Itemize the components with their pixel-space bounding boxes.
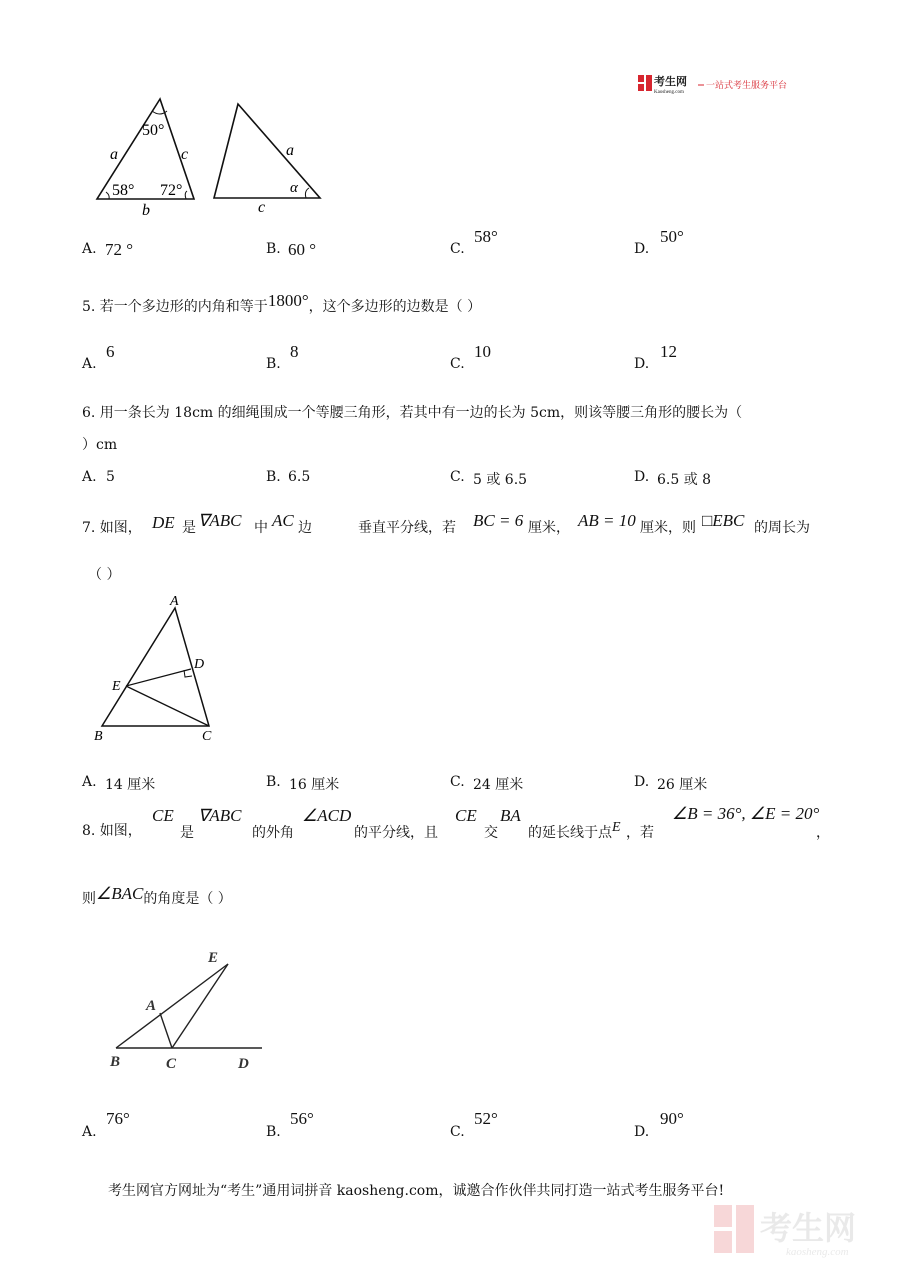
q5-option-b-value: 8 — [290, 342, 299, 361]
q8-option-c-label[interactable]: C. — [450, 1124, 465, 1140]
q8-m7: ∠B = 36°, ∠E = 20° — [672, 804, 820, 823]
q8-option-a-value: 76° — [106, 1109, 130, 1128]
q4-figure-right — [208, 100, 326, 214]
q6-option-d-label[interactable]: D. — [634, 469, 650, 485]
q7-option-b-value: 16 厘米 — [289, 777, 340, 793]
q8-label-a: A — [146, 998, 157, 1014]
q4-figure-left — [92, 95, 202, 217]
q8-line2-pre: 则 — [82, 891, 96, 907]
q7-m6: □EBC — [702, 511, 745, 530]
footer-text: 考生网官方网址为“考生”通用词拼音 kaosheng.com，诚邀合作伙伴共同打造一站式考生服务平台! — [108, 1183, 725, 1199]
q8-s5: 交 — [484, 825, 498, 841]
q8-s2: 是 — [180, 825, 194, 841]
watermark-logo-icon — [714, 1201, 880, 1259]
q8-m5: BA — [500, 806, 521, 825]
header-logo — [638, 73, 803, 95]
q4-option-d-label[interactable]: D. — [634, 241, 650, 257]
logo-name: 考生网 — [654, 76, 687, 88]
q7-option-a-label[interactable]: A. — [82, 774, 97, 790]
q4-option-a-label[interactable]: A. — [82, 241, 97, 257]
q7-label-e: E — [112, 679, 121, 694]
q8-s3: 的外角 — [252, 825, 294, 841]
q8-option-b-value: 56° — [290, 1109, 314, 1128]
q5-option-a-label[interactable]: A. — [82, 356, 97, 372]
q7-s4: 边 — [298, 520, 312, 536]
q7-m3: AC — [272, 511, 294, 530]
q8-line2-post: 的角度是（ ） — [143, 891, 232, 907]
q6-option-c-label[interactable]: C. — [450, 469, 465, 485]
watermark-name: 考生网 — [760, 1210, 857, 1246]
q6-option-b-value: 6.5 — [288, 469, 311, 485]
q5-stem-math: 1800° — [267, 291, 309, 310]
q5-option-d-value: 12 — [660, 342, 677, 361]
q8-option-d-value: 90° — [660, 1109, 684, 1128]
q7-m4: BC = 6 — [473, 511, 524, 530]
q8-s6: 的延长线于点 — [528, 825, 612, 841]
q4-side-b: b — [142, 202, 150, 217]
q4-side-c: c — [181, 146, 189, 163]
q4-right-side-a: a — [286, 142, 294, 159]
q7-option-a-value: 14 厘米 — [105, 777, 156, 793]
q8-line2 — [82, 884, 232, 908]
q8-s8: ， — [816, 825, 830, 841]
q5-stem — [82, 291, 482, 316]
q8-m3: ∠ACD — [302, 806, 352, 825]
q8-s7: ，若 — [626, 825, 654, 841]
q7-s5: 垂直平分线，若 — [358, 520, 456, 536]
q7-s6: 厘米， — [528, 520, 570, 536]
q8-m2: ∇ABC — [198, 806, 242, 825]
q6-stem-line2: ）cm — [82, 437, 118, 453]
q4-option-c-label[interactable]: C. — [450, 241, 465, 257]
q7-option-b-label[interactable]: B. — [266, 774, 281, 790]
q7-label-a: A — [170, 594, 179, 609]
q6-option-d-value: 6.5 或 8 — [657, 472, 712, 488]
q4-angle-left: 58° — [112, 182, 135, 199]
q4-option-a-value: 72 ° — [105, 240, 134, 259]
q4-option-b-value: 60 ° — [288, 240, 317, 259]
q5-option-d-label[interactable]: D. — [634, 356, 650, 372]
q8-label-e: E — [208, 950, 219, 966]
q5-stem-post: ，这个多边形的边数是（ ） — [308, 299, 482, 315]
q4-option-d-value: 50° — [660, 227, 684, 246]
q7-paren: （ ） — [88, 567, 121, 583]
q7-figure — [88, 590, 218, 748]
q5-stem-pre: 5. 若一个多边形的内角和等于 — [82, 299, 268, 315]
brand-logo-icon — [638, 73, 803, 95]
q6-stem-line1: 6. 用一条长为 18cm 的细绳围成一个等腰三角形，若其中有一边的长为 5cm，则该等腰三角形的腰长为（ — [82, 405, 743, 421]
watermark — [714, 1201, 880, 1259]
q7-label-d: D — [194, 657, 205, 672]
q8-label-c: C — [166, 1056, 177, 1072]
q6-option-a-value: 5 — [106, 469, 115, 485]
q8-line2-math: ∠BAC — [96, 884, 144, 903]
q8-label-b: B — [110, 1054, 121, 1070]
q8-figure — [104, 944, 266, 1076]
q8-option-a-label[interactable]: A. — [82, 1124, 97, 1140]
q7-s1: 7. 如图， — [82, 520, 142, 536]
logo-domain: Kaosheng.com — [654, 90, 684, 95]
q4-option-b-label[interactable]: B. — [266, 241, 281, 257]
q8-m6: E — [612, 820, 621, 835]
q7-s3: 中 — [254, 520, 268, 536]
q6-option-c-value: 5 或 6.5 — [473, 472, 528, 488]
q8-option-b-label[interactable]: B. — [266, 1124, 281, 1140]
q8-label-d: D — [238, 1056, 249, 1072]
q7-option-c-value: 24 厘米 — [473, 777, 524, 793]
q5-option-b-label[interactable]: B. — [266, 356, 281, 372]
q5-option-a-value: 6 — [106, 342, 115, 361]
q7-label-c: C — [202, 729, 212, 744]
q7-m1: DE — [152, 513, 175, 532]
q7-s2: 是 — [182, 520, 196, 536]
q7-s8: 的周长为 — [754, 520, 810, 536]
q4-right-side-c: c — [258, 199, 266, 214]
q7-option-d-value: 26 厘米 — [657, 777, 708, 793]
q5-option-c-value: 10 — [474, 342, 491, 361]
q8-m1: CE — [152, 806, 174, 825]
q7-m2: ∇ABC — [198, 511, 242, 530]
q5-option-c-label[interactable]: C. — [450, 356, 465, 372]
q4-angle-right: 72° — [160, 182, 183, 199]
q7-option-d-label[interactable]: D. — [634, 774, 650, 790]
q4-angle-top: 50° — [142, 122, 165, 139]
q7-m5: AB = 10 — [578, 511, 636, 530]
q4-side-a: a — [110, 146, 118, 163]
q8-s1: 8. 如图， — [82, 823, 142, 839]
q4-right-angle: α — [290, 180, 298, 196]
q7-s7: 厘米，则 — [640, 520, 696, 536]
q7-label-b: B — [94, 729, 103, 744]
watermark-domain: kaosheng.com — [786, 1246, 849, 1258]
q8-m4: CE — [455, 806, 477, 825]
q4-option-c-value: 58° — [474, 227, 498, 246]
q8-option-c-value: 52° — [474, 1109, 498, 1128]
q8-s4: 的平分线，且 — [354, 825, 438, 841]
q7-option-c-label[interactable]: C. — [450, 774, 465, 790]
q6-option-b-label[interactable]: B. — [266, 469, 281, 485]
q6-option-a-label[interactable]: A. — [82, 469, 97, 485]
logo-slogan: 一站式考生服务平台 — [706, 80, 788, 90]
q8-option-d-label[interactable]: D. — [634, 1124, 650, 1140]
